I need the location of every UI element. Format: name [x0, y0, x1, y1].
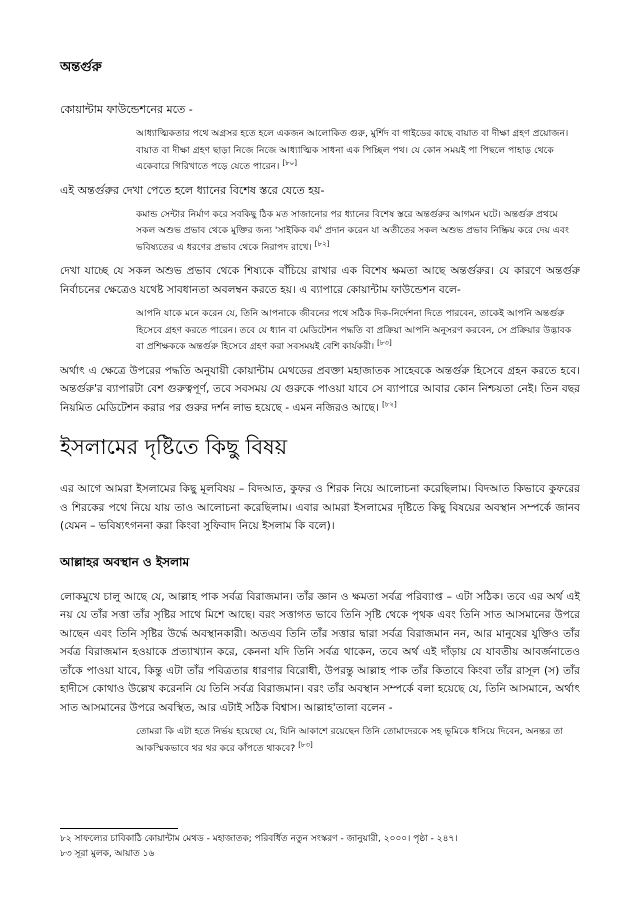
block-quote-3: [136, 306, 580, 356]
quote-text: আধ্যাত্মিকতার পথে অগ্রসর হতে হলে একজন আলোকিত গুরু, মুর্শিদ বা গাইডের কাছে বায়াত বা দীক্ষা গ্রহণ প্রয়োজন। বায়াত বা দীক্ষা গ্রহণ ছাড়া নিজে নিজে আধ্যাত্মিক সাধনা এক পিচ্ছিল পথ। যে কোন সময়ই পা পিছলে পাহাড় থেকে একেবারে গিরিখাতে পড়ে যেতে পারেন।: [136, 128, 569, 172]
block-quote-2: [136, 207, 580, 257]
chapter-intro: এর আগে আমরা ইসলামের কিছু মূলবিষয় – বিদআত, কুফর ও শিরক নিয়ে আলোচনা করেছিলাম। বিদআত কিভাবে কুফরের ও শিরকের পথে নিয়ে যায় তাও আলোচনা করেছিলাম। এবার আমরা ইসলামের দৃষ্টিতে কিছু বিষয়ের অবস্থান সম্পর্কে জানব (যেমন – ভবিষ্যৎগননা করা কিংবা সুফিবাদ নিয়ে ইসলাম কি বলে)।: [60, 483, 580, 532]
footnote-ref-3[interactable]: [৮৩]: [377, 338, 392, 347]
page-content: [60, 58, 580, 763]
footnote-ref-4[interactable]: [৮২]: [382, 399, 397, 408]
block-quote: [136, 126, 580, 176]
footnote-item: ৮৩ সূরা মুলক, আয়াত ১৬: [60, 849, 155, 859]
footnote-ref[interactable]: [৮০]: [282, 158, 297, 167]
section-heading: অন্তর্গুরু: [60, 60, 102, 75]
intro-line: কোয়ান্টাম ফাউন্ডেশনের মতে -: [60, 103, 193, 116]
footnotes: [60, 828, 580, 862]
chapter-body: লোকমুখে চালু আছে যে, আল্লাহ পাক সর্বত্র বিরাজমান। তাঁর জ্ঞান ও ক্ষমতা সর্বত্র পরিব্যাপ্ত – এটা সঠিক। তবে এর অর্থ এই নয় যে তাঁর সত্তা তাঁর সৃষ্টির সাথে মিশে আছে। বরং সত্তাগত ভাবে তিনি সৃষ্টি থেকে পৃথক এবং তিনি সাত আসমানের উপরে আছেন এবং তিনি সৃষ্টির উর্দ্ধে অবস্থানকারী। অতএব তিনি তাঁর সত্তার দ্বারা সর্বত্র বিরাজমান নন, আর মানুষের যুক্তিও তাঁর সর্বত্র বিরাজমান হওয়াকে প্রত্যাখ্যান করে, কেননা যদি তিনি সর্বত্র থাকেন, তবে অর্থ এই দাঁড়ায় যে যাবতীয় আবর্জনাতেও তাঁকে পাওয়া যাবে, কিন্তু এটা তাঁর পবিত্রতার ধারণার বিরোধী, উপরন্তু আল্লাহ পাক তাঁর কিতাবে কিংবা তাঁর রাসূল (স) তাঁর হাদীসে কোথাও উল্লেখ করেননি যে তিনি সর্বত্র বিরাজমান। বরং তাঁর অবস্থান সম্পর্কে বলা হয়েছে যে, তিনি আসমানে, অর্থাৎ সাত আসমানের উপরে অবস্থিত, আর এটাই সঠিক বিশ্বাস। আল্লাহ'তালা বলেন -: [60, 590, 580, 714]
footnote-item: ৮২ সাফল্যের চাবিকাঠি কোয়ান্টাম মেথড - মহাজাতক; পরিবর্ধিত নতুন সংস্করণ - জানুয়ারী, ২০০০। পৃষ্ঠা - ২৪৭।: [60, 834, 458, 844]
chapter-quote-text: তোমরা কি এটা হতে নির্ভয় হয়েছো যে, যিনি আকাশে রয়েছেন তিনি তোমাদেরকে সহ ভূমিকে ধসিয়ে দিবেন, অনন্তর তা আকস্মিকভাবে থর থর করে কাঁপতে থাকবে?: [136, 726, 563, 754]
body-paragraph-2: [60, 362, 580, 418]
footnote-ref-5[interactable]: [৮৩]: [298, 740, 313, 749]
chapter-title: ইসলামের দৃষ্টিতে কিছু বিষয়: [60, 435, 288, 459]
intro-line-2: এই অন্তর্গুরুর দেখা পেতে হলে ধ্যানের বিশেষ স্তরে যেতে হয়-: [60, 183, 325, 197]
footnote-ref-2[interactable]: [৮২]: [314, 239, 330, 248]
body-paragraph: দেখা যাচ্ছে যে সকল অশুভ প্রভাব থেকে শিষ্যকে বাঁচিয়ে রাখার এক বিশেষ ক্ষমতা আছে অন্তর্গুরুর। যে কারণে অন্তর্গুরু নির্বাচনের ক্ষেত্রেও যথেষ্ট সাবধানতা অবলম্বন করতে হয়। এ ব্যাপারে কোয়ান্টাম ফাউন্ডেশন বলে-: [60, 265, 580, 296]
sub-heading: আল্লাহর অবস্থান ও ইসলাম: [60, 554, 190, 569]
quote-text-3: আপনি যাকে মনে করেন যে, তিনি আপনাকে জীবনের পথে সঠিক দিক-নির্দেশনা দিতে পারবেন, তাকেই আপনি অন্তর্গুরু হিসেবে গ্রহণ করতে পারেন। তবে যে ধ্যান বা মেডিটেশন পদ্ধতি বা প্রক্রিয়া আপনি অনুসরণ করবেন, সে প্রক্রিয়ার উদ্ভাবক বা প্রশিক্ষককে অন্তর্গুরু হিসেবে গ্রহণ করা সবসময়ই বেশি কার্যকরী।: [136, 308, 572, 352]
quote-text-2: কমান্ড সেন্টার নির্মাণ করে সবকিছু ঠিক মত সাজানোর পর ধ্যানের বিশেষ স্তরে অন্তর্গুরুর আগমন ঘটে। অন্তর্গুরু প্রথমে সকল অশুভ প্রভাব থেকে মুক্তির জন্য 'সাইকিক বর্ম' প্রদান করেন যা অতীতের সকল অশুভ প্রভাব নিষ্ক্রিয় করে দেয় এবং ভবিষ্যতের এ ধরণের প্রভাব থেকে নিরাপদ রাখে।: [136, 208, 569, 253]
footnote-divider: [60, 828, 178, 829]
chapter-quote: [136, 724, 580, 757]
body-text-2: অর্থাৎ এ ক্ষেত্রে উপরের পদ্ধতি অনুযায়ী কোয়ান্টাম মেথডের প্রবক্তা মহাজাতক সাহেবকে অন্তর্গুরু হিসেবে গ্রহন করতে হবে। অন্তর্গুরু'র ব্যাপারটা বেশ গুরুত্বপূর্ণ, তবে সবসময় যে গুরুকে পাওয়া যাবে সে ব্যাপারে আবার কোন নিশ্চয়তা নেই। তিন বছর নিয়মিত মেডিটেশন করার পর গুরুর দর্শন লাভ হয়েছে - এমন নজিরও আছে।: [60, 364, 580, 414]
